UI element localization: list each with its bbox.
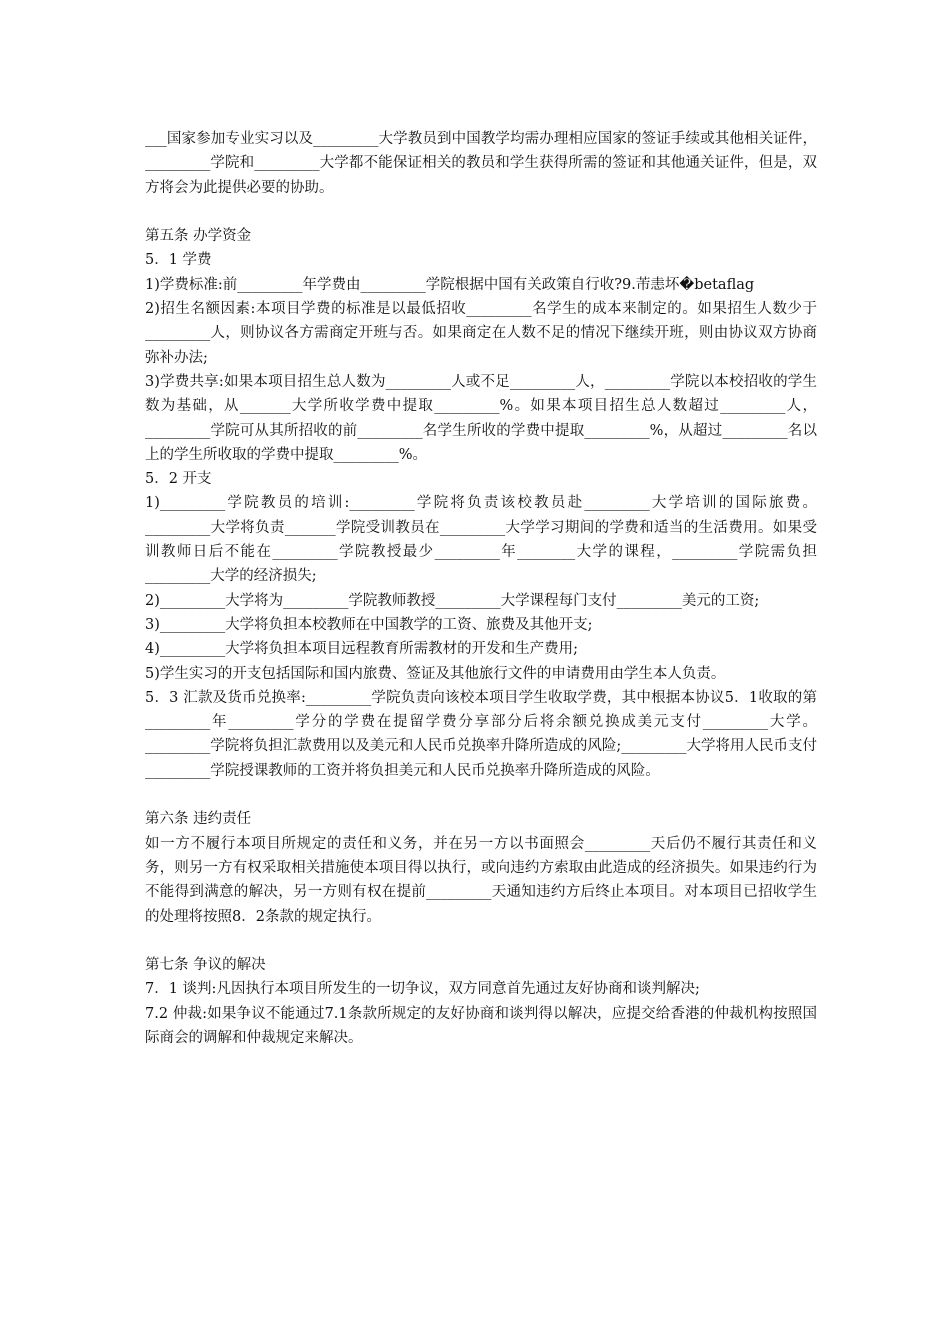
section-title-funding: 第五条 办学资金 [145, 228, 252, 245]
paragraph-visa: ___国家参加专业实习以及_________大学教员到中国教学均需办理相应国家的签证手续或其他相关证件，_________学院和_________大学都不能保证相关的教员和学生获得所需的签证和其他通关证件，但是，双方将会为此提供必要的协助。 [145, 131, 817, 196]
paragraph-internship-costs: 5)学生实习的开支包括国际和国内旅费、签证及其他旅行文件的申请费用由学生本人负责。 [145, 665, 726, 682]
spacer [145, 783, 817, 807]
paragraph-china-costs: 3)_________大学将负担本校教师在中国教学的工资、旅费及其他开支; [145, 616, 593, 633]
section-title-liability: 第六条 违约责任 [145, 811, 252, 828]
document-page [145, 127, 817, 1050]
paragraph-tuition-standard: 1)学费标准:前_________年学费由_________学院根据中国有关政策自行收?9.芾恚坏�betaflag [145, 276, 755, 293]
subsection-expenses: 5．2 开支 [145, 471, 212, 488]
paragraph-liability: 如一方不履行本项目所规定的责任和义务，并在另一方以书面照会_________天后仍不履行其责任和义务，则另一方有权采取相关措施使本项目得以执行，或向违约方索取由此造成的经济损失。如果违约行为不能得到满意的解决，另一方则有权在提前_________天通知违约方后终止本项目。对本项目已招收学生的处理将按照8．2条款的规定执行。 [145, 835, 817, 925]
spacer [145, 929, 817, 953]
paragraph-arbitration: 7.2 仲裁:如果争议不能通过7.1条款所规定的友好协商和谈判得以解决，应提交给香港的仲裁机构按照国际商会的调解和仲裁规定来解决。 [145, 1005, 817, 1046]
paragraph-teacher-salary: 2)_________大学将为_________学院教师教授_________大学课程每门支付_________美元的工资; [145, 592, 760, 609]
paragraph-materials: 4)_________大学将负担本项目远程教育所需教材的开发和生产费用; [145, 641, 579, 658]
paragraph-negotiation: 7．1 谈判:凡因执行本项目所发生的一切争议，双方同意首先通过友好协商和谈判解决; [145, 981, 700, 998]
subsection-tuition: 5．1 学费 [145, 252, 212, 269]
spacer [145, 200, 817, 224]
section-title-disputes: 第七条 争议的解决 [145, 957, 266, 974]
paragraph-enrollment: 2)招生名额因素:本项目学费的标准是以最低招收_________名学生的成本来制定的。如果招生人数少于_________人，则协议各方需商定开班与否。如果商定在人数不足的情况下继续开班，则由协议双方协商弥补办法; [145, 301, 817, 366]
paragraph-teacher-training: 1)_________学院教员的培训:_________学院将负责该校教员赴_________大学培训的国际旅费。_________大学将负责_______学院受训教员在_________大学学习期间的学费和适当的生活费用。如果受训教师日后不能在_________学院教授最少_________年________大学的课程，_________学院需负担_________大学的经济损失; [145, 495, 817, 585]
paragraph-tuition-share: 3)学费共享:如果本项目招生总人数为_________人或不足_________人，_________学院以本校招收的学生数为基础，从_______大学所收学费中提取_________%。如果本项目招生总人数超过_________人，_________学院可从其所招收的前_________名学生所收的学费中提取_________%，从超过_________名以上的学生所收取的学费中提取_________%。 [145, 373, 817, 463]
paragraph-remittance: 5．3 汇款及货币兑换率:_________学院负责向该校本项目学生收取学费，其中根据本协议5．1收取的第_________年_________学分的学费在提留学费分享部分后将余额兑换成美元支付_________大学。_________学院将负担汇款费用以及美元和人民币兑换率升降所造成的风险;_________大学将用人民币支付_________学院授课教师的工资并将负担美元和人民币兑换率升降所造成的风险。 [145, 689, 817, 779]
